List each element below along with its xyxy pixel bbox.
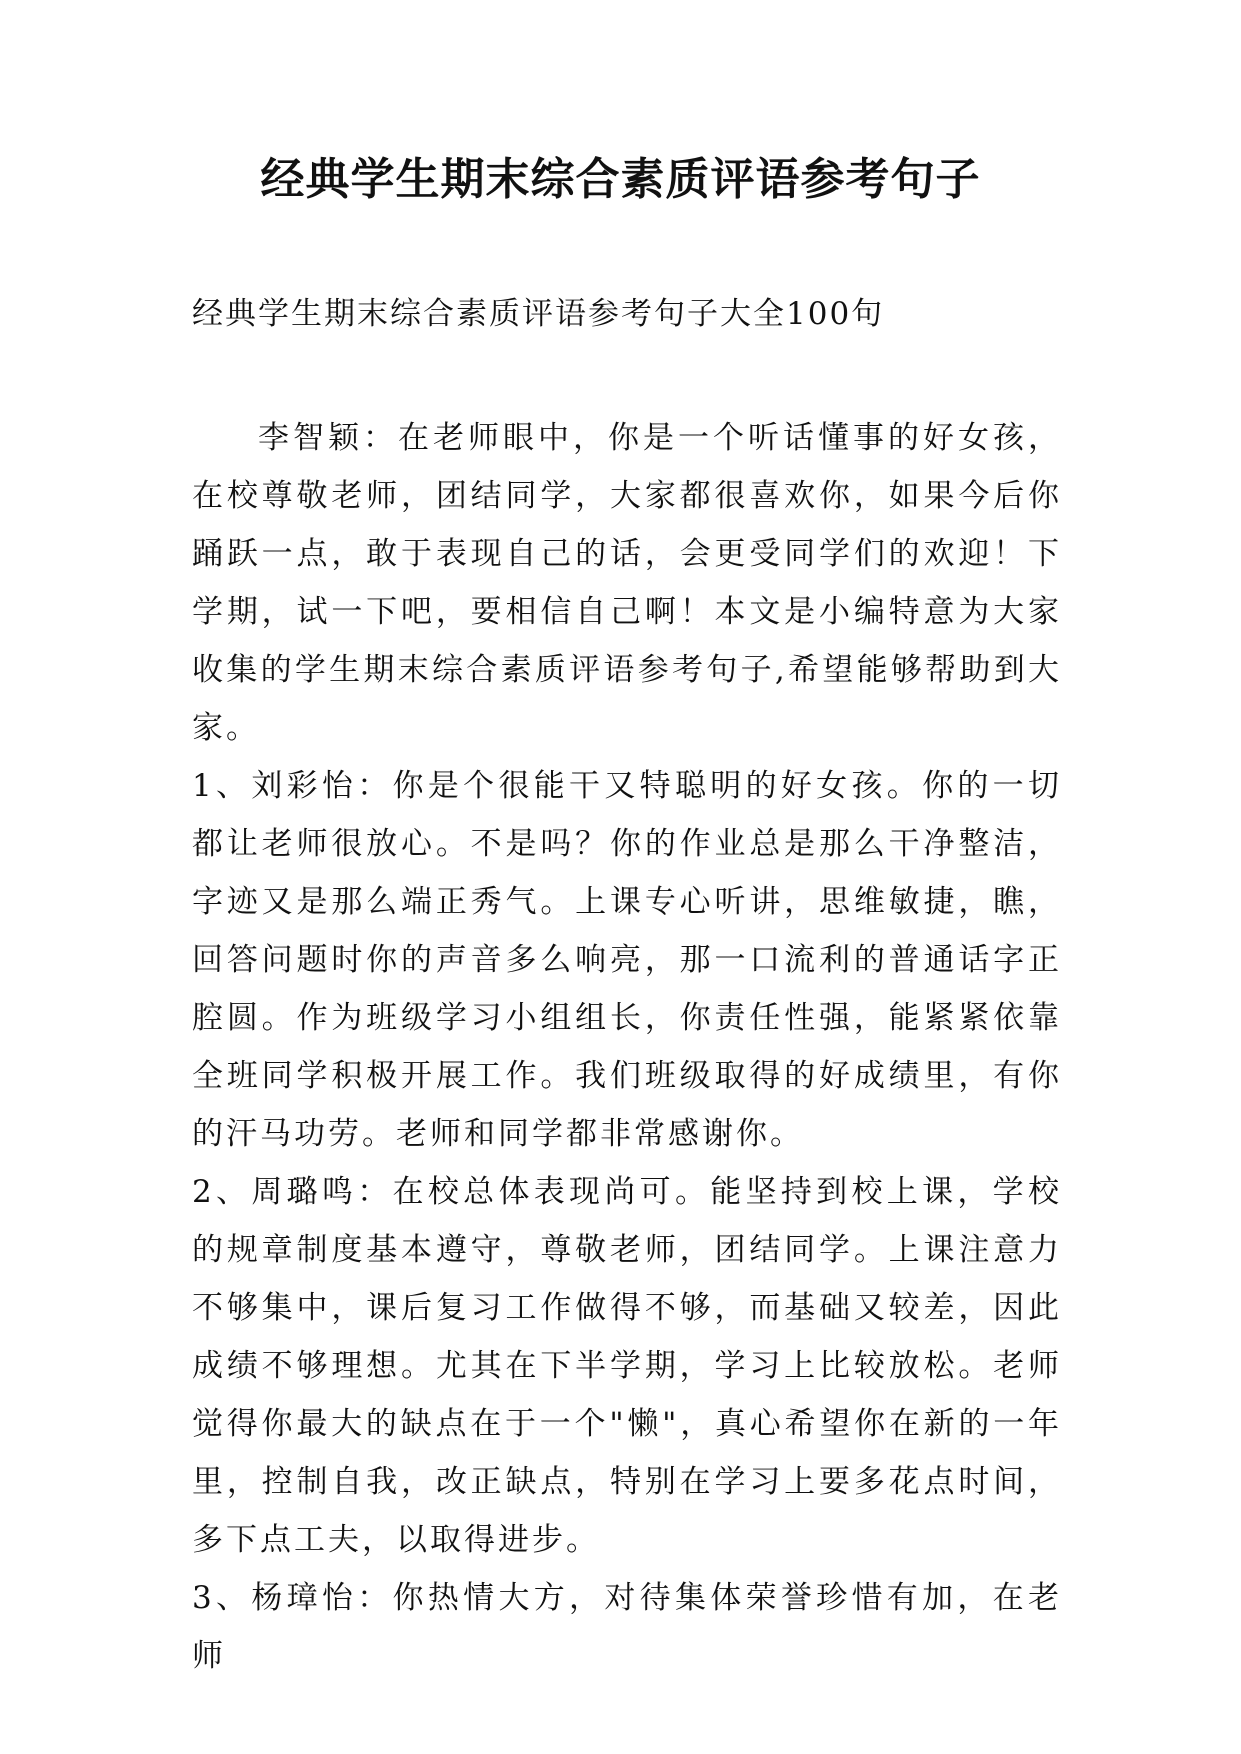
comment-paragraph-1: 1、刘彩怡：你是个很能干又特聪明的好女孩。你的一切都让老师很放心。不是吗？你的作业总是那么干净整洁，字迹又是那么端正秀气。上课专心听讲，思维敏捷，瞧，回答问题时你的声音多么响亮，那一口流利的普通话字正腔圆。作为班级学习小组组长，你责任性强，能紧紧依靠全班同学积极开展工作。我们班级取得的好成绩里，有你的汗马功劳。老师和同学都非常感谢你。 [192, 768, 1062, 1152]
document-title: 经典学生期末综合素质评语参考句子 [260, 154, 981, 205]
document-body [192, 409, 1062, 1685]
intro-paragraph: 李智颖：在老师眼中，你是一个听话懂事的好女孩，在校尊敬老师，团结同学，大家都很喜欢你，如果今后你踊跃一点，敢于表现自己的话，会更受同学们的欢迎！下学期，试一下吧，要相信自己啊！本文是小编特意为大家收集的学生期末综合素质评语参考句子,希望能够帮助到大家。 [192, 420, 1062, 746]
comment-paragraph-3: 3、杨璋怡：你热情大方，对待集体荣誉珍惜有加，在老师 [192, 1580, 1062, 1674]
comment-paragraph-2: 2、周璐鸣：在校总体表现尚可。能坚持到校上课，学校的规章制度基本遵守，尊敬老师，团结同学。上课注意力不够集中，课后复习工作做得不够，而基础又较差，因此成绩不够理想。尤其在下半学期，学习上比较放松。老师觉得你最大的缺点在于一个"懒"，真心希望你在新的一年里，控制自我，改正缺点，特别在学习上要多花点时间，多下点工夫，以取得进步。 [192, 1174, 1062, 1558]
document-subtitle: 经典学生期末综合素质评语参考句子大全100句 [192, 296, 885, 332]
